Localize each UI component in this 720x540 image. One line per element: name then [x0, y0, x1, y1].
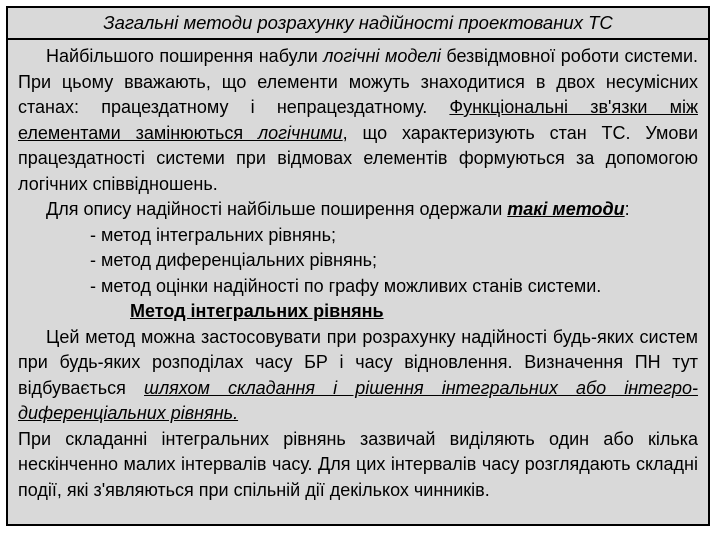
- paragraph2-text-b: :: [624, 199, 630, 219]
- method-list-item-graph: - метод оцінки надійності по графу можливих станів системи.: [90, 275, 602, 296]
- paragraph3-emphasis-equations: шляхом складання і рішення інтегральних або інтегро-диференціальних рівнянь.: [18, 377, 699, 423]
- method-list-item-differential: - метод диференціальних рівнянь;: [90, 250, 378, 270]
- paragraph1-text-a: Найбільшого поширення набули: [46, 46, 324, 66]
- paragraph-methods-intro: [18, 197, 698, 223]
- section-heading-integral-method: Метод інтегральних рівнянь: [130, 301, 384, 321]
- paragraph1-underlined-relations: Функціональні зв'язки між елементами замінюються: [18, 97, 698, 143]
- paragraph1-text-c: , що характеризують стан ТС. Умови працездатності системи при відмовах елементів формуються за допомогою логічних співвідношень.: [18, 122, 698, 194]
- slide-title: Загальні методи розрахунку надійності проектованих ТС: [103, 12, 613, 33]
- paragraph2-emphasis-methods: такі методи: [507, 199, 625, 219]
- paragraph1-text-b: безвідмовної роботи системи. При цьому вважають, що елементи можуть знаходитися в двох несумісних станах: працездатному і непрацездатному.: [18, 46, 699, 117]
- paragraph1-emphasis-logic-models: логічні моделі: [323, 46, 441, 66]
- paragraph3-text-a: Цей метод можна застосовувати при розрахунку надійності будь-яких систем при будь-яких розподілах часу БР і часу відновлення. Визначення ПН тут відбувається: [18, 326, 698, 398]
- method-list-item-integral: - метод інтегральних рівнянь;: [90, 224, 336, 245]
- paragraph-logic-models: [18, 44, 698, 197]
- slide-frame: [6, 6, 710, 526]
- paragraph-integral-method: [18, 325, 698, 427]
- slide-content: [8, 40, 708, 503]
- paragraph-intervals: При складанні інтегральних рівнянь зазвичай виділяють один або кілька нескінченно малих інтервалів часу. Для цих інтервалів часу розглядають складні події, які з'являються при спільній дії декількох чинників.: [18, 428, 698, 500]
- title-bar: [8, 8, 708, 40]
- paragraph2-text-a: Для опису надійності найбільше поширення одержали: [46, 199, 508, 219]
- paragraph1-underlined-logical: логічними: [258, 122, 343, 143]
